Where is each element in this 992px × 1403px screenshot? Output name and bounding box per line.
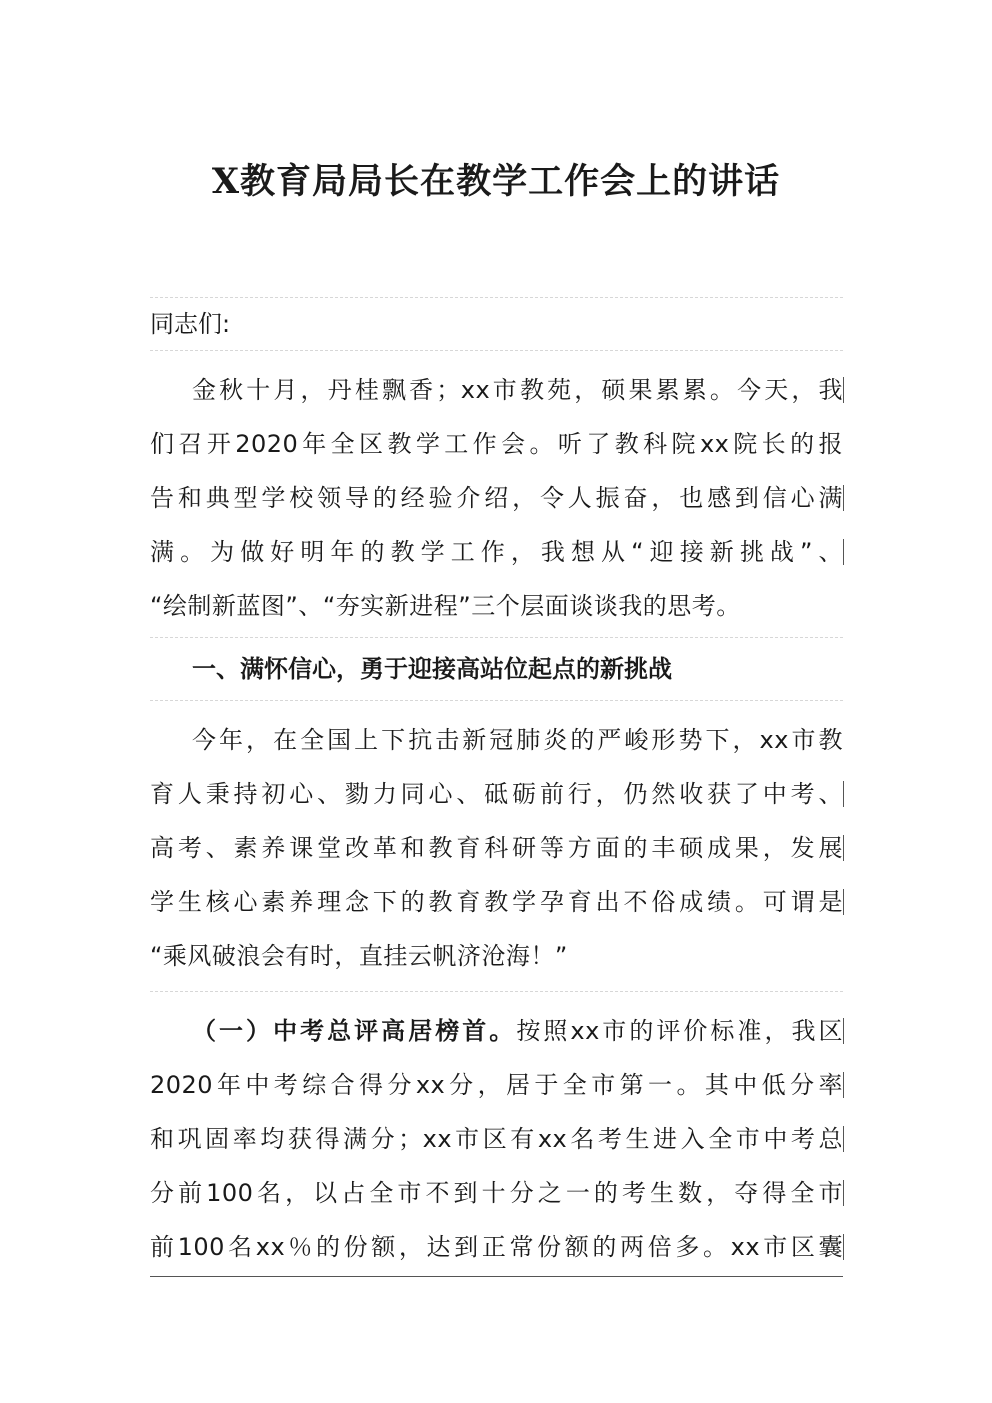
- text-line: 育人秉持初心、勠力同心、砥砺前行，仍然收获了中考、: [150, 767, 843, 821]
- paragraph-exam-results: [150, 992, 843, 1277]
- page-title: X教育局局长在教学工作会上的讲话: [211, 161, 781, 202]
- text-line: 高考、素养课堂改革和教育科研等方面的丰硕成果，发展: [150, 821, 843, 875]
- document-body: [150, 297, 843, 1277]
- subsection-lead: （一）中考总评高居榜首。: [192, 1017, 517, 1045]
- text-line: 分前100名，以占全市不到十分之一的考生数，夺得全市: [150, 1166, 843, 1220]
- text-line: “乘风破浪会有时，直挂云帆济沧海！”: [150, 942, 568, 970]
- text-line: 满。为做好明年的教学工作，我想从“迎接新挑战”、: [150, 525, 843, 579]
- text-line: 告和典型学校领导的经验介绍，令人振奋，也感到信心满: [150, 471, 843, 525]
- greeting-block: [150, 297, 843, 351]
- paragraph-opening: [150, 351, 843, 638]
- text-line: 金秋十月，丹桂飘香；xx市教苑，硕果累累。今天，我: [150, 363, 843, 417]
- text-line: “绘制新蓝图”、“夯实新进程”三个层面谈谈我的思考。: [150, 592, 741, 620]
- greeting: 同志们:: [150, 310, 231, 338]
- section-heading: 一、满怀信心，勇于迎接高站位起点的新挑战: [192, 655, 672, 683]
- text-line: [150, 1004, 843, 1058]
- lead-continuation: 按照xx市的评价标准，我区: [516, 1017, 844, 1045]
- text-line: 学生核心素养理念下的教育教学孕育出不俗成绩。可谓是: [150, 875, 843, 929]
- paragraph-achievements: [150, 701, 843, 992]
- text-line: 和巩固率均获得满分；xx市区有xx名考生进入全市中考总: [150, 1112, 843, 1166]
- section-heading-block: [150, 638, 843, 701]
- text-line: 们召开2020年全区教学工作会。听了教科院xx院长的报: [150, 430, 843, 458]
- text-line: 前100名xx％的份额，达到正常份额的两倍多。xx市区囊: [150, 1220, 843, 1274]
- text-line: 2020年中考综合得分xx分，居于全市第一。其中低分率: [150, 1058, 843, 1112]
- text-line: 今年，在全国上下抗击新冠肺炎的严峻形势下，xx市教: [192, 726, 843, 754]
